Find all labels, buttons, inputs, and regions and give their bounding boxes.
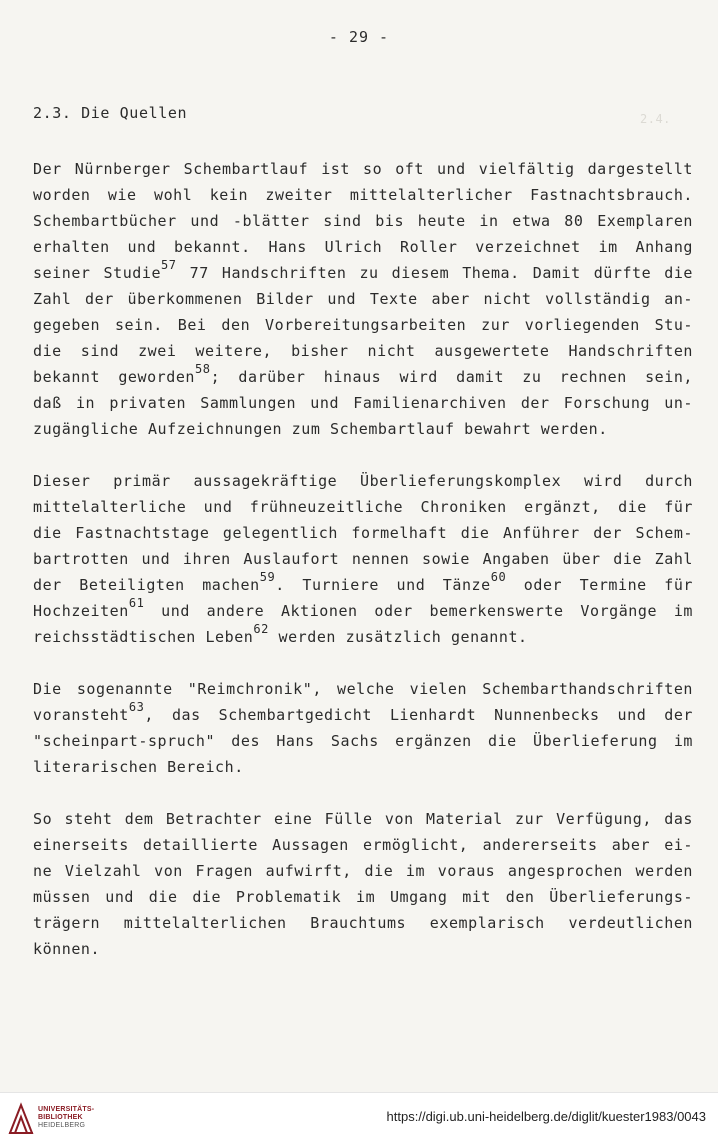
text-segment: bartrotten und ihren Auslaufort nennen sowie Angaben über die Zahl	[33, 550, 693, 568]
text-segment: Hochzeiten	[33, 602, 129, 620]
text-segment: zugängliche Aufzeichnungen zum Schembartlauf bewahrt werden.	[33, 420, 608, 438]
text-segment: literarischen Bereich.	[33, 758, 244, 776]
text-line	[33, 182, 693, 208]
text-line	[33, 676, 693, 702]
text-line	[33, 286, 693, 312]
library-name	[38, 1106, 94, 1130]
text-line	[33, 884, 693, 910]
text-line	[33, 338, 693, 364]
footnote-marker: 63	[128, 700, 145, 714]
text-line	[33, 806, 693, 832]
text-line	[33, 364, 693, 390]
text-line	[33, 858, 693, 884]
text-segment: Die sogenannte "Reimchronik", welche vielen Schembarthandschriften	[33, 680, 693, 698]
permalink-url[interactable]: https://digi.ub.uni-heidelberg.de/diglit/kuester1983/0043	[386, 1109, 706, 1124]
text-segment: 77 Handschriften zu diesem Thema. Damit dürfte die	[176, 264, 693, 282]
text-line	[33, 520, 693, 546]
viewer-footer	[0, 1092, 718, 1145]
text-line	[33, 832, 693, 858]
text-segment: So steht dem Betrachter eine Fülle von Material zur Verfügung, das	[33, 810, 693, 828]
text-segment: und andere Aktionen oder bemerkenswerte Vorgänge im	[144, 602, 693, 620]
text-line	[33, 494, 693, 520]
text-line	[33, 624, 693, 650]
text-segment: müssen und die die Problematik im Umgang mit den Überlieferungs-	[33, 888, 693, 906]
page-number: - 29 -	[328, 28, 390, 46]
text-segment: "scheinpart-spruch" des Hans Sachs ergänzen die Überlieferung im	[33, 732, 693, 750]
paragraph-2	[33, 468, 693, 650]
text-segment: . Turniere und Tänze	[275, 576, 491, 594]
library-name-line: HEIDELBERG	[38, 1122, 86, 1129]
footnote-marker: 62	[253, 622, 269, 636]
text-segment: ne Vielzahl von Fragen aufwirft, die im voraus angesprochen werden	[33, 862, 693, 880]
text-line	[33, 468, 693, 494]
text-segment: Der Nürnberger Schembartlauf ist so oft und vielfältig dargestellt	[33, 160, 693, 178]
text-line	[33, 936, 693, 962]
text-line	[33, 312, 693, 338]
text-line	[33, 572, 693, 598]
text-line	[33, 546, 693, 572]
text-segment: Schembartbücher und -blätter sind bis heute in etwa 80 Exemplaren	[33, 212, 693, 230]
text-segment: ; darüber hinaus wird damit zu rechnen sein,	[210, 368, 693, 386]
text-line	[33, 702, 693, 728]
text-segment: voransteht	[33, 706, 129, 724]
text-line	[33, 208, 693, 234]
text-line	[33, 910, 693, 936]
paragraph-1	[33, 156, 693, 442]
footnote-marker: 59	[259, 570, 276, 584]
section-heading: 2.3. Die Quellen	[33, 104, 188, 122]
paragraph-3	[33, 676, 693, 780]
library-name-line: BIBLIOTHEK	[38, 1114, 83, 1121]
text-segment: Zahl der überkommenen Bilder und Texte aber nicht vollständig an-	[33, 290, 693, 308]
text-segment: worden wie wohl kein zweiter mittelalterlicher Fastnachtsbrauch.	[33, 186, 693, 204]
text-segment: gegeben sein. Bei den Vorbereitungsarbeiten zur vorliegenden Stu-	[33, 316, 693, 334]
text-segment: mittelalterliche und frühneuzeitliche Chroniken ergänzt, die für	[33, 498, 693, 516]
text-line	[33, 156, 693, 182]
bleed-through-text: 2.4.	[640, 112, 671, 126]
text-segment: reichsstädtischen Leben	[33, 628, 254, 646]
text-line	[33, 390, 693, 416]
text-line	[33, 416, 693, 442]
text-segment: seiner Studie	[33, 264, 162, 282]
text-line	[33, 260, 693, 286]
text-segment: werden zusätzlich genannt.	[268, 628, 528, 646]
text-segment: erhalten und bekannt. Hans Ulrich Roller verzeichnet im Anhang	[33, 238, 693, 256]
text-segment: bekannt geworden	[33, 368, 195, 386]
university-library-logo-icon	[8, 1101, 34, 1135]
text-segment: die sind zwei weitere, bisher nicht ausgewertete Handschriften	[33, 342, 693, 360]
footnote-marker: 61	[128, 596, 145, 610]
text-line	[33, 754, 693, 780]
text-segment: , das Schembartgedicht Lienhardt Nunnenbecks und der	[144, 706, 693, 724]
footnote-marker: 60	[490, 570, 507, 584]
text-line	[33, 598, 693, 624]
text-segment: daß in privaten Sammlungen und Familienarchiven der Forschung un-	[33, 394, 693, 412]
text-segment: oder Termine für	[506, 576, 694, 594]
library-name-line: UNIVERSITÄTS-	[38, 1106, 95, 1113]
text-line	[33, 728, 693, 754]
text-segment: einerseits detaillierte Aussagen ermöglicht, andererseits aber ei-	[33, 836, 693, 854]
text-segment: der Beteiligten machen	[33, 576, 260, 594]
text-line	[33, 234, 693, 260]
footnote-marker: 58	[195, 362, 211, 376]
text-segment: Dieser primär aussagekräftige Überlieferungskomplex wird durch	[33, 472, 693, 490]
text-segment: trägern mittelalterlichen Brauchtums exemplarisch verdeutlichen	[33, 914, 693, 932]
text-segment: können.	[33, 940, 101, 958]
footnote-marker: 57	[161, 258, 177, 272]
text-segment: die Fastnachtstage gelegentlich formelhaft die Anführer der Schem-	[33, 524, 693, 542]
paragraph-4	[33, 806, 693, 962]
